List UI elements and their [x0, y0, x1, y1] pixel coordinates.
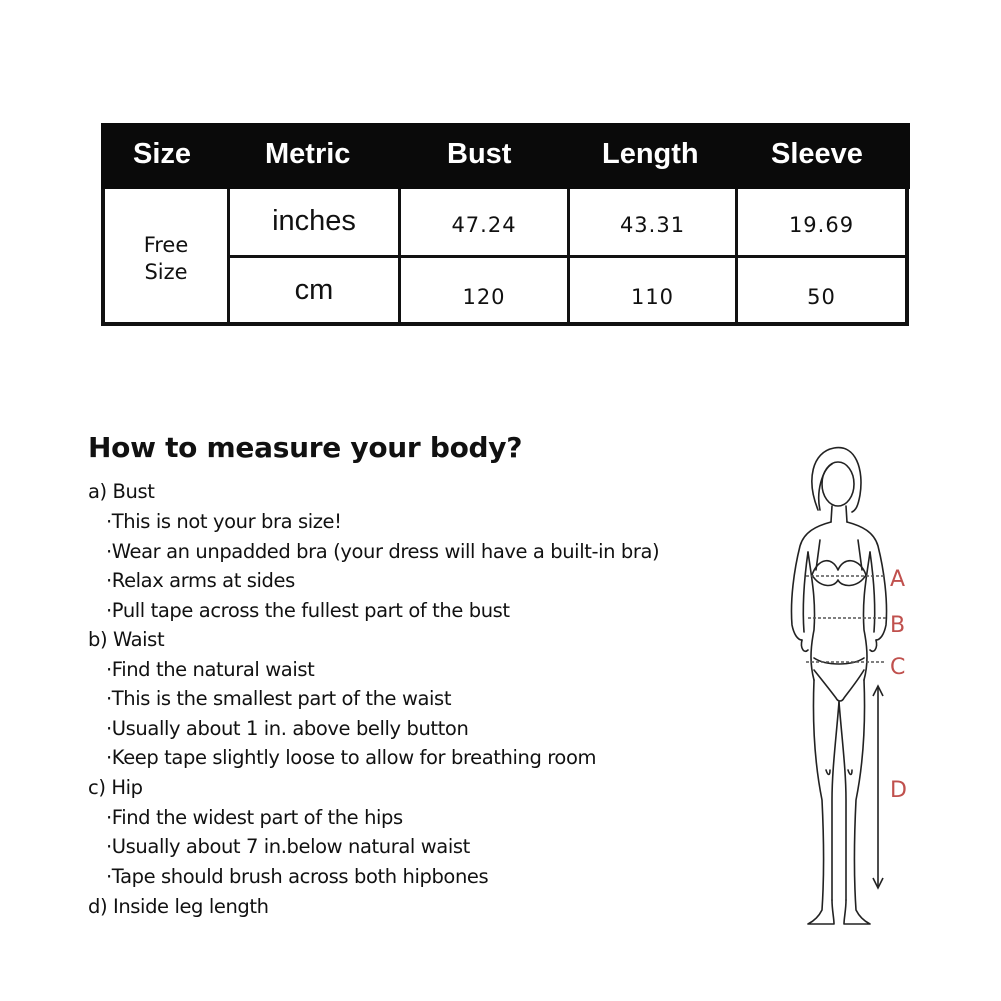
marker-label-d: D [890, 778, 907, 803]
bust-inches: 47.24 [451, 213, 517, 237]
section-inside-leg-label: d) Inside leg length [88, 895, 269, 918]
list-item: ·This is not your bra size! [106, 510, 342, 533]
list-item: ·Tape should brush across both hipbones [106, 865, 489, 888]
header-size: Size [133, 138, 192, 170]
section-bust-label: a) Bust [88, 480, 155, 503]
guide-title: How to measure your body? [88, 431, 523, 464]
list-item: ·Usually about 1 in. above belly button [106, 717, 469, 740]
list-item: ·Wear an unpadded bra (your dress will have a built-in bra) [106, 540, 660, 563]
marker-label-c: C [890, 655, 906, 680]
metric-cm: cm [294, 274, 334, 306]
section-waist-label: b) Waist [88, 628, 165, 651]
size-label-line: Free [143, 233, 189, 257]
marker-label-a: A [890, 567, 906, 592]
length-inches: 43.31 [619, 213, 686, 237]
length-cm: 110 [630, 285, 675, 309]
header-bust: Bust [447, 138, 512, 170]
measuring-guide [88, 428, 748, 918]
size-chart-table [101, 123, 910, 326]
list-item: ·Pull tape across the fullest part of the bust [106, 599, 510, 622]
list-item: ·Find the widest part of the hips [106, 806, 403, 829]
list-item: ·Relax arms at sides [106, 569, 295, 592]
list-item: ·This is the smallest part of the waist [106, 687, 452, 710]
table-header-row [101, 123, 910, 189]
list-item: ·Find the natural waist [106, 658, 315, 681]
header-metric: Metric [265, 138, 351, 170]
size-label-line: Size [144, 260, 188, 284]
table-body [101, 189, 910, 326]
sleeve-inches: 19.69 [788, 213, 855, 237]
metric-inches: inches [272, 205, 356, 237]
sleeve-cm: 50 [807, 285, 836, 309]
list-item: ·Keep tape slightly loose to allow for breathing room [106, 746, 597, 769]
header-sleeve: Sleeve [771, 138, 863, 170]
list-item: ·Usually about 7 in.below natural waist [106, 835, 470, 858]
marker-label-b: B [890, 613, 906, 638]
table-border [227, 255, 909, 258]
header-length: Length [602, 138, 699, 170]
body-outline-illustration [760, 440, 960, 930]
body-measurement-figure [760, 440, 960, 930]
table-border [101, 322, 909, 326]
section-hip-label: c) Hip [88, 776, 143, 799]
bust-cm: 120 [462, 285, 506, 309]
size-label [105, 232, 227, 286]
